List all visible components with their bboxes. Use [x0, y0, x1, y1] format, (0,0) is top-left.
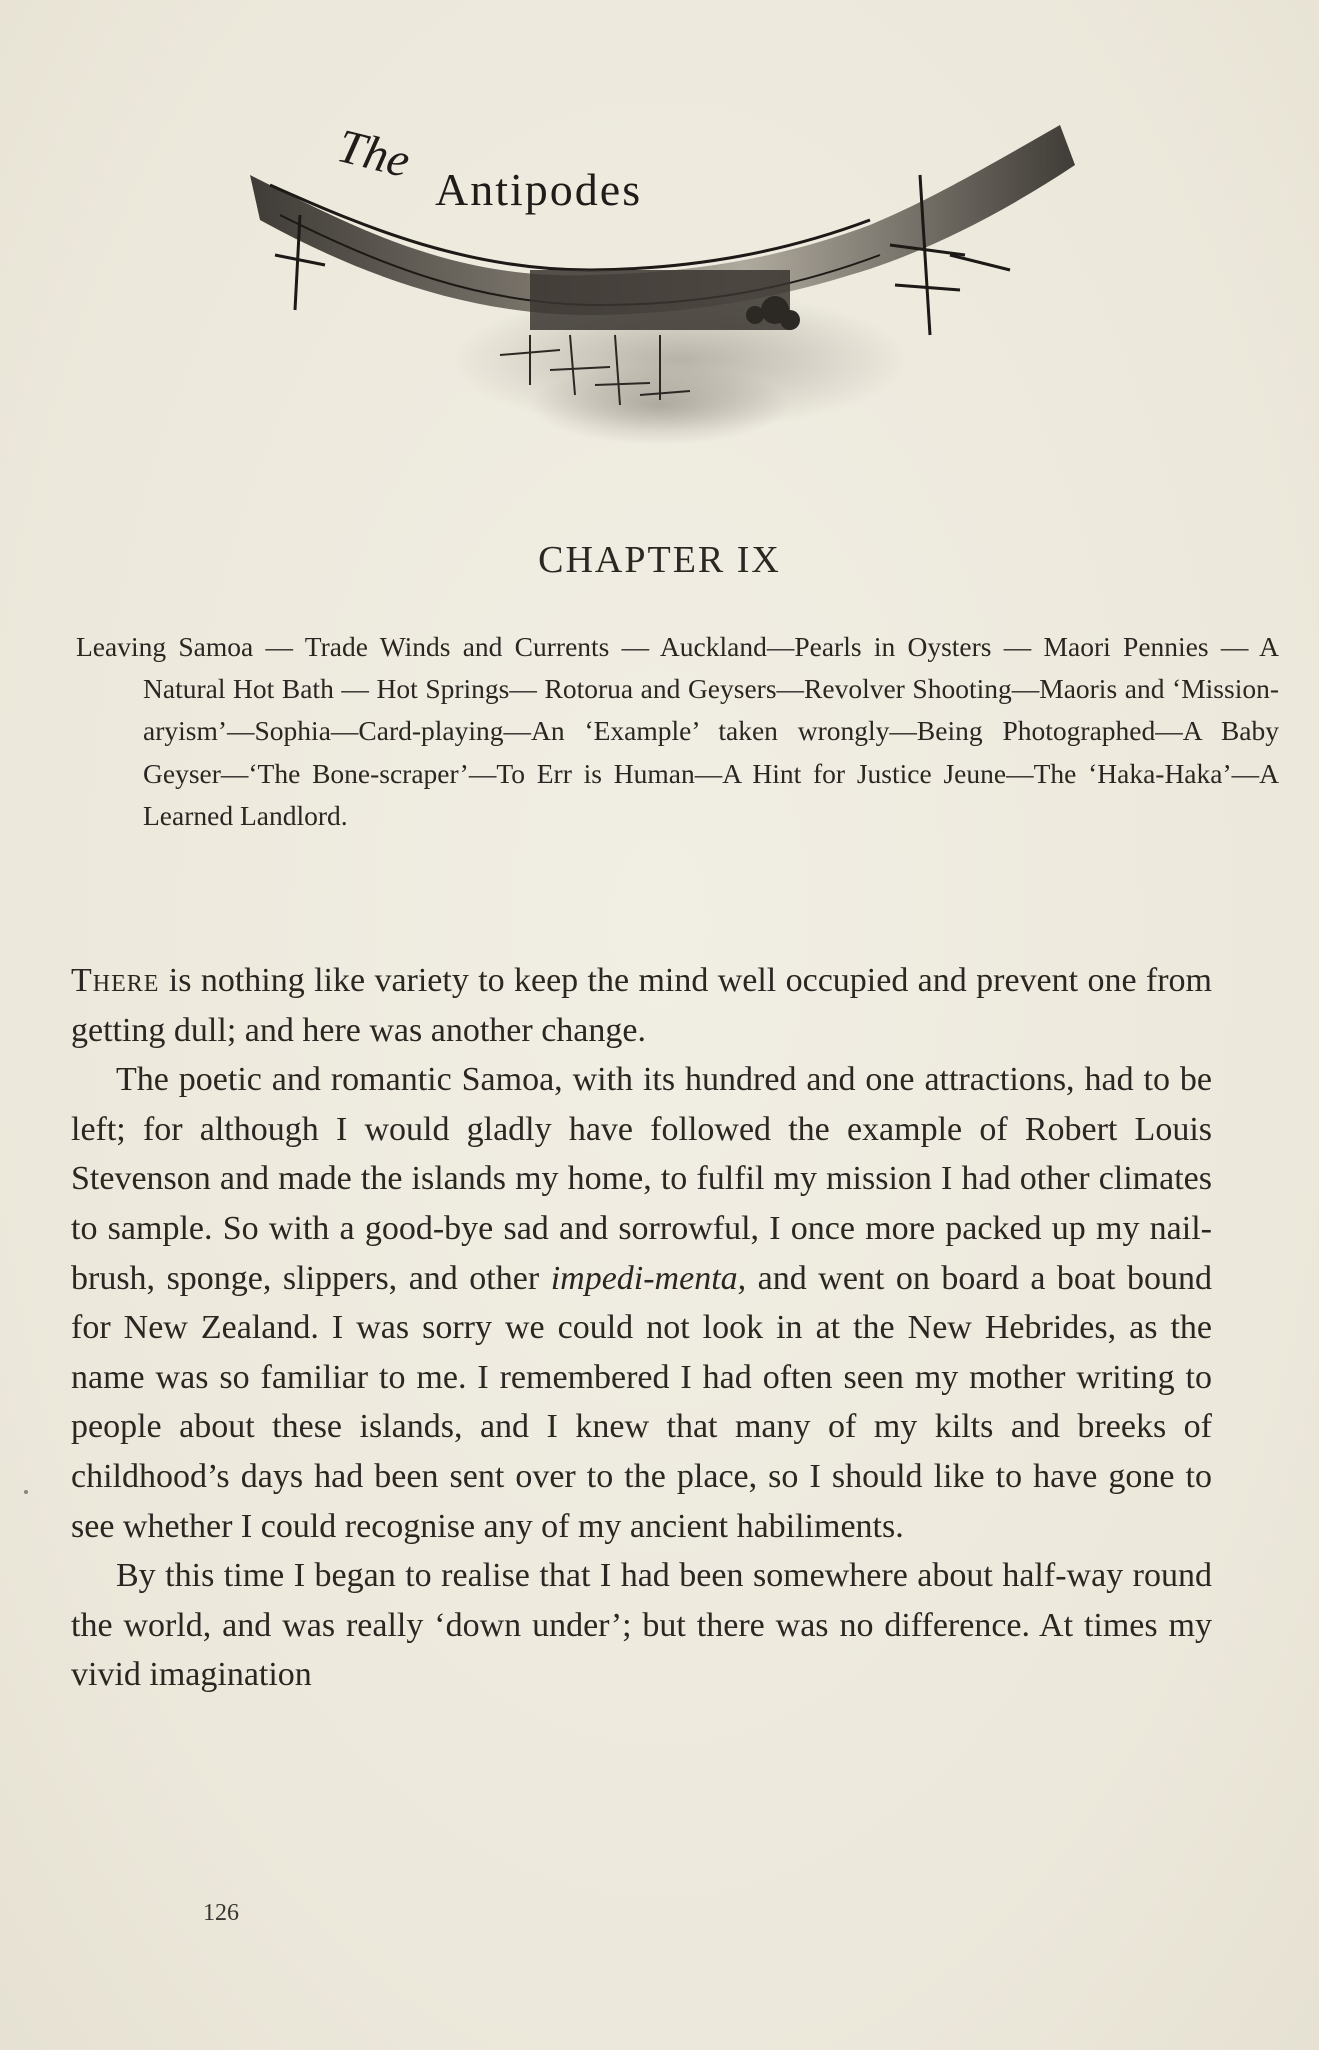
- paragraph-3-text: By this time I began to realise that I had been somewhere about half-way round the world, and was really ‘down under’; but there was no difference. At times my vivid imagination: [71, 1557, 1212, 1694]
- headpiece-illustration: [230, 105, 1090, 455]
- svg-text:Antipodes: Antipodes: [435, 164, 643, 215]
- chapter-synopsis: Leaving Samoa — Trade Winds and Currents — Auckland—Pearls in Oysters — Maori Pennies — A Natural Hot Bath — Hot Springs— Rotorua and Geysers—Revolver Shooting—Maoris and ‘Mission-aryism’—Sophia—Card-playing—An ‘Example’ taken wrongly—Being Photographed—A Baby Geyser—‘The Bone-scraper’—To Err is Human—A Hint for Justice Jeune—The ‘Haka-Haka’—A Learned Landlord.: [76, 631, 1279, 831]
- paragraph-2-text-a: The poetic and romantic Samoa, with its hundred and one attractions, had to be left; for although I would gladly have followed the example of Robert Louis Stevenson and made the islands my home, to fulfil my mission I had other climates to sample. So with a good-bye sad and sorrowful, I once more packed up my nail-brush, sponge, slippers, and other: [71, 1061, 1212, 1297]
- paragraph-3: [71, 1551, 1212, 1700]
- paragraph-1: [71, 956, 1212, 1055]
- svg-text:The: The: [332, 119, 416, 189]
- page-number: 126: [203, 1900, 239, 1926]
- chapter-body: [71, 956, 1212, 1700]
- chapter-title: CHAPTER IX: [538, 539, 781, 581]
- decorative-headpiece: [230, 105, 1090, 455]
- drop-word: There: [71, 962, 160, 999]
- paragraph-1-text: is nothing like variety to keep the mind well occupied and prevent one from getting dull; and here was another change.: [71, 962, 1212, 1049]
- paper-speck: [24, 1490, 28, 1494]
- paragraph-2: [71, 1055, 1212, 1551]
- paragraph-2-italic: impedi-menta,: [550, 1259, 747, 1297]
- paragraph-2-text-b: and went on board a boat bound for New Zealand. I was sorry we could not look in at the New Hebrides, as the name was so familiar to me. I remembered I had often seen my mother writing to people about these islands, and I knew that many of my kilts and breeks of childhood’s days had been sent over to the place, so I should like to have gone to see whether I could recognise any of my ancient habiliments.: [71, 1259, 1212, 1545]
